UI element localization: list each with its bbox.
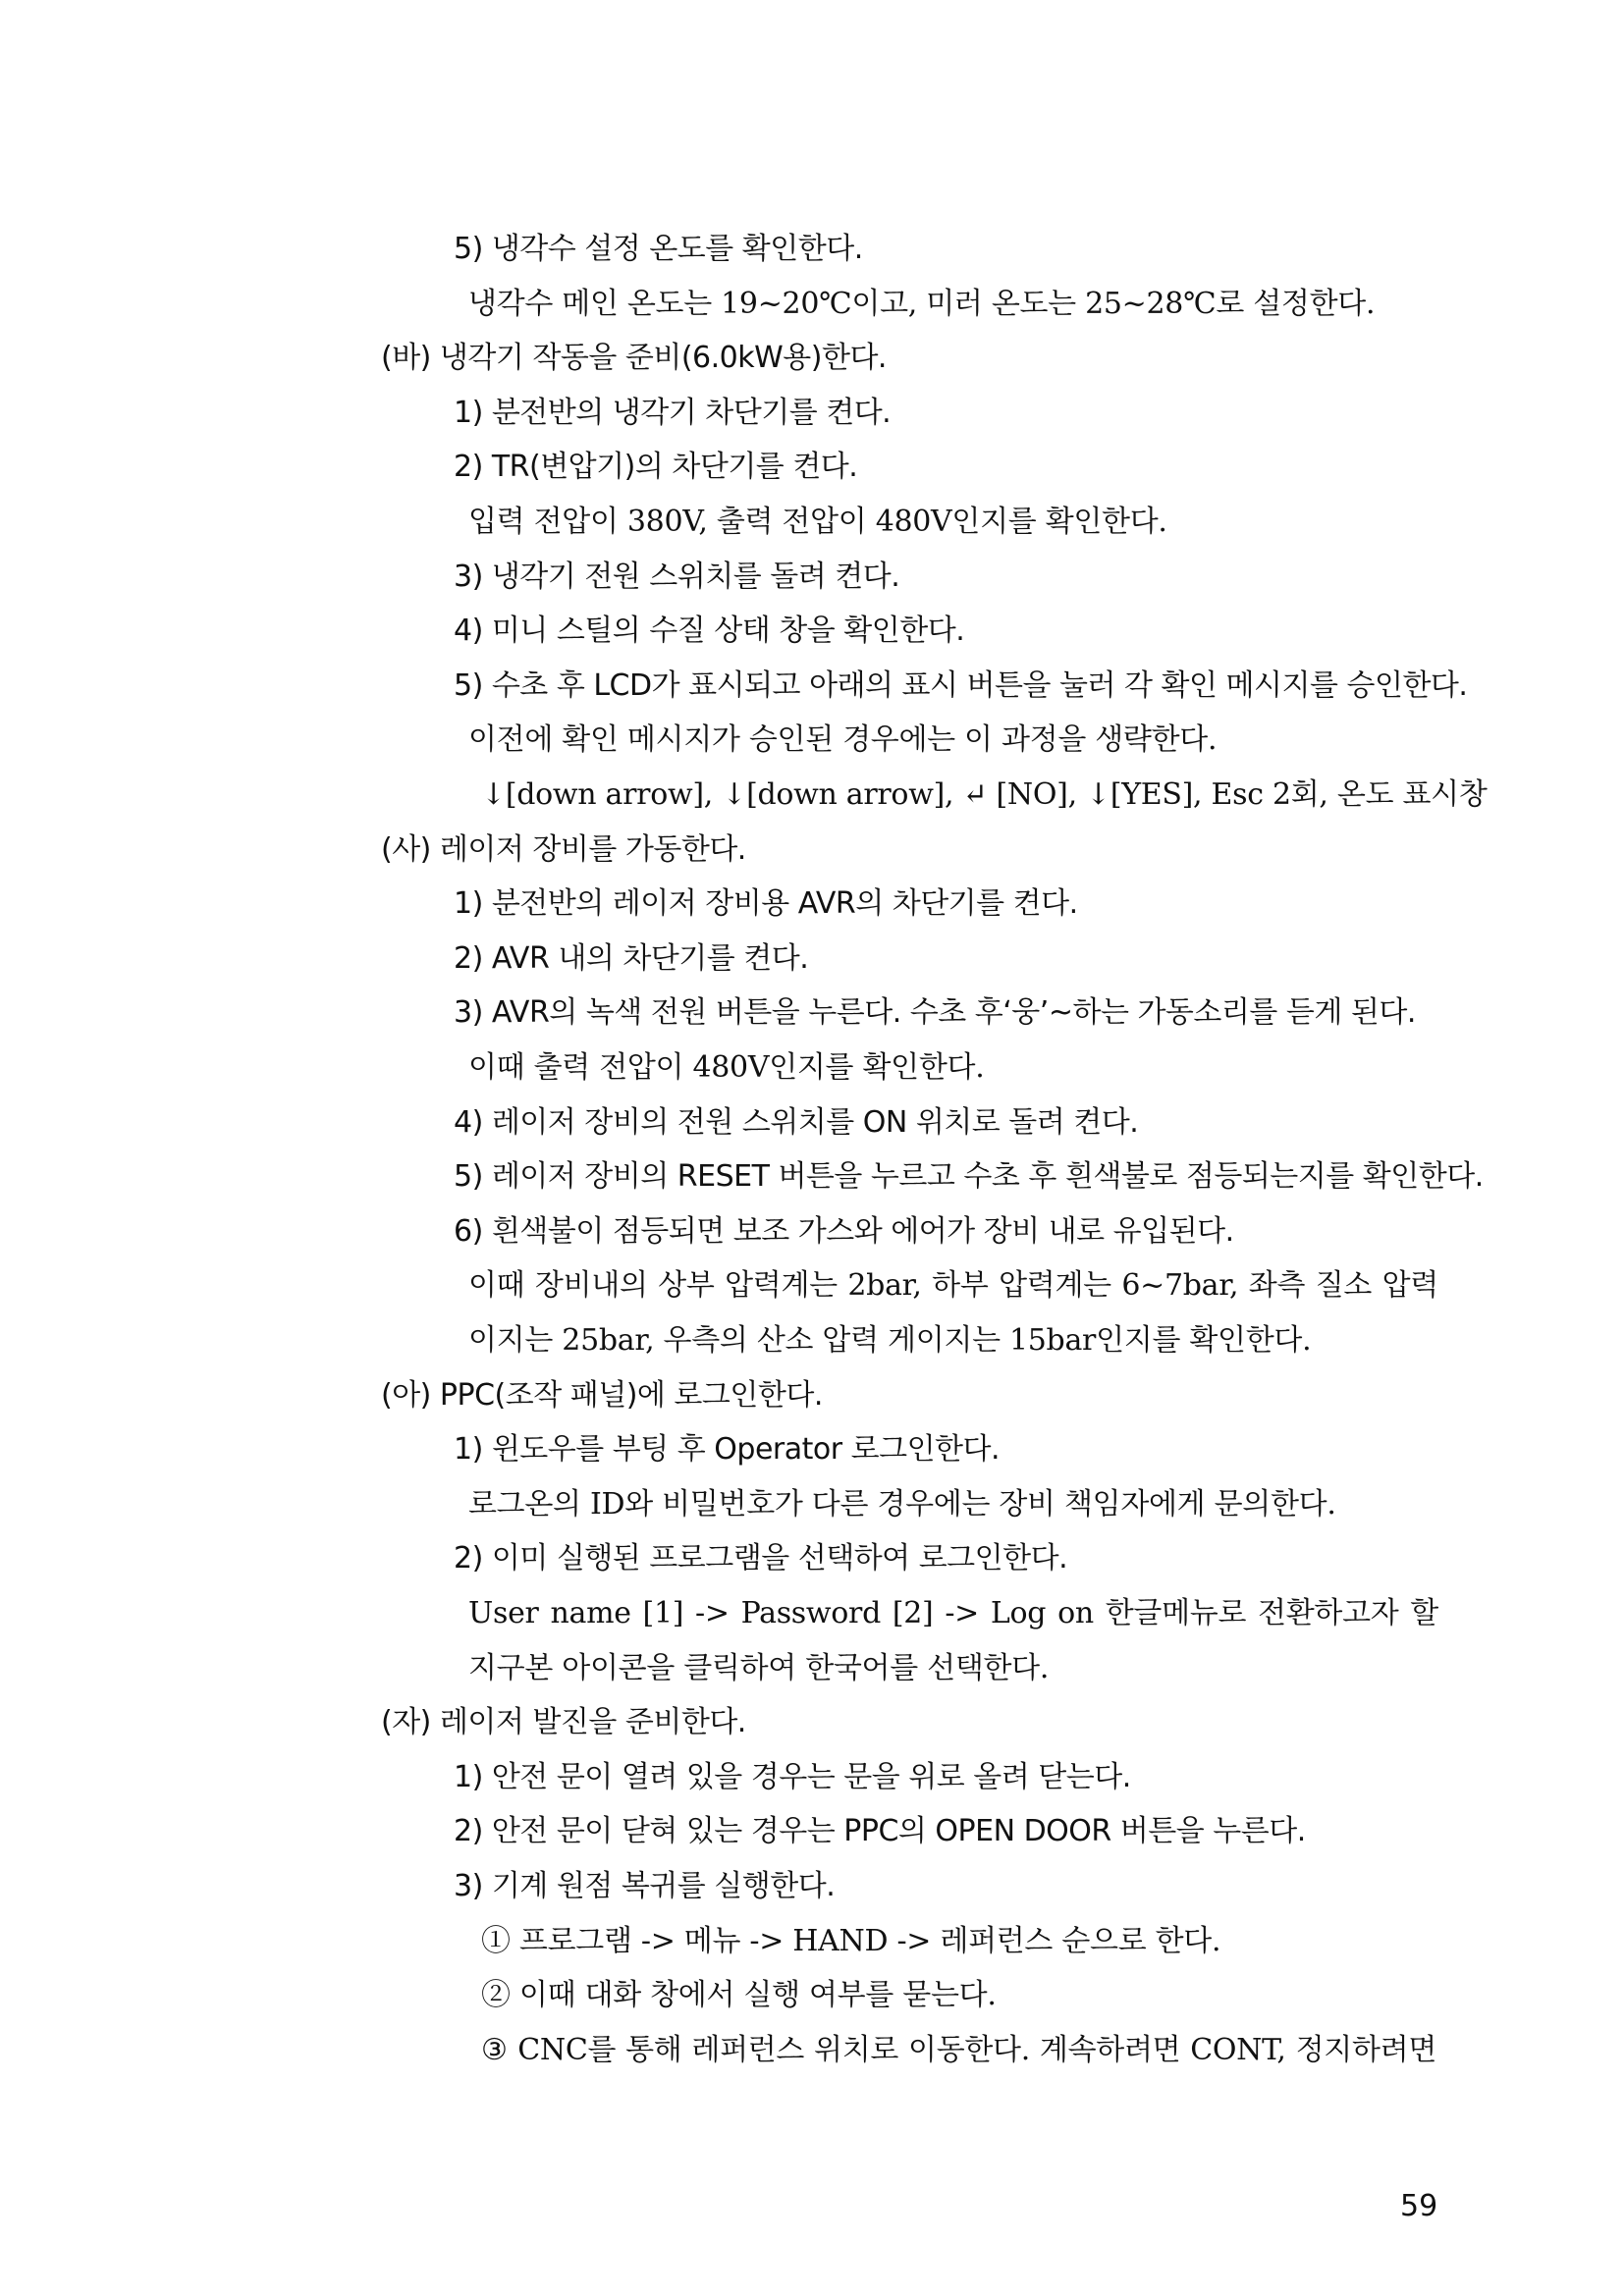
substep-3-cnc-reference: ③ CNC를 통해 레퍼런스 위치로 이동한다. 계속하려면 CONT, 정지하려면 — [481, 2033, 1436, 2067]
note-key-sequence: ↓[down arrow], ↓[down arrow], ↵ [NO], ↓[YES], Esc 2회, 온도 표시창 — [481, 777, 1488, 812]
note-login-sequence-2: 지구본 아이콘을 클릭하여 한국어를 선택한다. — [468, 1651, 1050, 1685]
section-ja-heading: (자) 레이저 발진을 준비한다. — [381, 1705, 746, 1739]
step-2-open-door-button: 2) 안전 문이 닫혀 있는 경우는 PPC의 OPEN DOOR 버튼을 누른다. — [454, 1814, 1306, 1848]
step-1-close-safety-door: 1) 안전 문이 열려 있을 경우는 문을 위로 올려 닫는다. — [454, 1760, 1131, 1794]
section-a-heading: (아) PPC(조작 패널)에 로그인한다. — [381, 1378, 823, 1413]
step-5-lcd-messages: 5) 수초 후 LCD가 표시되고 아래의 표시 버튼을 눌러 각 확인 메시지를 승인한다. — [454, 668, 1468, 703]
step-2-transformer-breaker: 2) TR(변압기)의 차단기를 켠다. — [454, 450, 858, 484]
substep-1-reference-menu: ① 프로그램 -> 메뉴 -> HAND -> 레퍼런스 순으로 한다. — [481, 1924, 1221, 1958]
note-output-voltage: 이때 출력 전압이 480V인지를 확인한다. — [468, 1050, 985, 1085]
step-4-laser-power-switch: 4) 레이저 장비의 전원 스위치를 ON 위치로 돌려 켠다. — [454, 1105, 1139, 1140]
note-voltage-check: 입력 전압이 380V, 출력 전압이 480V인지를 확인한다. — [468, 505, 1167, 539]
page-number: 59 — [1400, 2189, 1438, 2223]
substep-2-confirm-dialog: ② 이때 대화 창에서 실행 여부를 묻는다. — [481, 1978, 997, 2012]
step-1-windows-login: 1) 윈도우를 부팅 후 Operator 로그인한다. — [454, 1432, 1001, 1467]
step-6-gas-inflow: 6) 흰색불이 점등되면 보조 가스와 에어가 장비 내로 유입된다. — [454, 1214, 1234, 1249]
step-5-reset-button: 5) 레이저 장비의 RESET 버튼을 누르고 수초 후 흰색불로 점등되는지를 확인한다. — [454, 1159, 1484, 1194]
step-1-avr-breaker: 1) 분전반의 레이저 장비용 AVR의 차단기를 켠다. — [454, 886, 1078, 921]
step-1-chiller-breaker: 1) 분전반의 냉각기 차단기를 켠다. — [454, 396, 892, 430]
step-3-avr-green-button: 3) AVR의 녹색 전원 버튼을 누른다. 수초 후‘웅’~하는 가동소리를 듣게 된다. — [454, 995, 1416, 1030]
step-2-program-login: 2) 이미 실행된 프로그램을 선택하여 로그인한다. — [454, 1541, 1068, 1575]
note-login-sequence-1: User name [1] -> Password [2] -> Log on 한글메뉴로 전환하고자 할 — [468, 1596, 1438, 1630]
step-4-water-status: 4) 미니 스틸의 수질 상태 창을 확인한다. — [454, 614, 965, 648]
step-5-cooling-temp: 5) 냉각수 설정 온도를 확인한다. — [454, 232, 863, 266]
step-3-chiller-power: 3) 냉각기 전원 스위치를 돌려 켠다. — [454, 560, 900, 594]
note-cooling-temp: 냉각수 메인 온도는 19~20℃이고, 미러 온도는 25~28℃로 설정한다. — [468, 287, 1376, 321]
step-2-avr-inner-breaker: 2) AVR 내의 차단기를 켠다. — [454, 941, 809, 976]
note-pressure-gauges-1: 이때 장비내의 상부 압력계는 2bar, 하부 압력계는 6~7bar, 좌측 질소 압력 — [468, 1268, 1438, 1303]
section-sa-heading: (사) 레이저 장비를 가동한다. — [381, 832, 746, 867]
note-skip-process: 이전에 확인 메시지가 승인된 경우에는 이 과정을 생략한다. — [468, 722, 1218, 757]
section-ba-heading: (바) 냉각기 작동을 준비(6.0kW용)한다. — [381, 341, 887, 375]
note-logon-id: 로그온의 ID와 비밀번호가 다른 경우에는 장비 책임자에게 문의한다. — [468, 1487, 1336, 1522]
note-pressure-gauges-2: 이지는 25bar, 우측의 산소 압력 게이지는 15bar인지를 확인한다. — [468, 1323, 1312, 1358]
step-3-machine-home: 3) 기계 원점 복귀를 실행한다. — [454, 1869, 836, 1903]
